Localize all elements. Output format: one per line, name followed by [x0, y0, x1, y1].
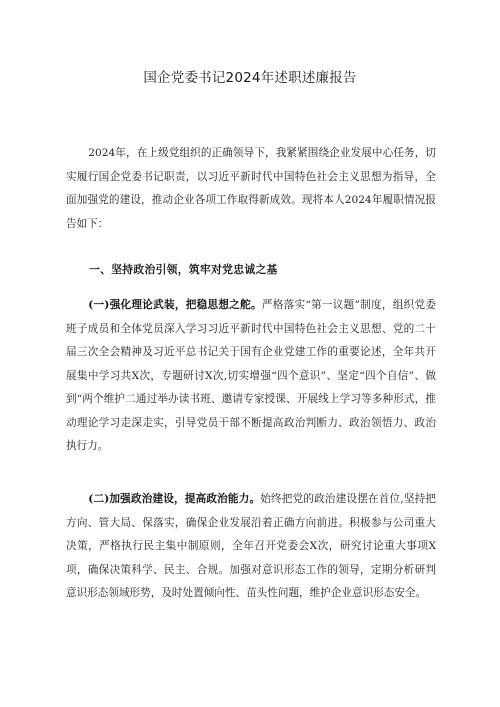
- section-1-heading: 一、坚持政治引领，筑牢对党忠诚之基: [89, 263, 278, 276]
- subsection-2-paragraph: [66, 488, 436, 606]
- subsection-1-lead: (一)强化理论武装，把稳思想之舵。: [88, 299, 262, 311]
- intro-paragraph: 2024年，在上级党组织的正确领导下，我紧紧围绕企业发展中心任务，切实履行国企党委书记职责，以习近平新时代中国特色社会主义思想为指导，全面加强党的建设，推动企业各项工作取得新成效。现将本人2024年履职情况报告如下：: [66, 147, 436, 230]
- subsection-2-lead: (二)加强政治建设，提高政治能力。: [88, 493, 261, 505]
- subsection-1-paragraph: [66, 294, 436, 459]
- subsection-1-body: 严格落实“第一议题”制度，组织党委班子成员和全体党员深入学习习近平新时代中国特色社会主义思想、党的二十届三次全会精神及习近平总书记关于国有企业党建工作的重要论述，全年共开展集中学习共X次，专题研讨X次,切实增强“四个意识”、坚定“四个自信”、做到“两个维护二通过举办读书班、邀请专家授课、开展线上学习等多种形式，推动理论学习走深走实，引导党员干部不断提高政治判断力、政治领悟力、政治执行力。: [66, 299, 436, 452]
- subsection-2-body: 始终把党的政治建设摆在首位,坚持把方向、管大局、保落实，确保企业发展沿着正确方向前进。积极参与公司重大决策，严格执行民主集中制原则，全年召开党委会X次，研究讨论重大事项X项，确保决策科学、民主、合规。加强对意识形态工作的领导，定期分析研判意识形态领域形势，及时处置倾向性、苗头性问题，维护企业意识形态安全。: [66, 493, 436, 599]
- document-title: 国企党委书记2024年述职述廉报告: [143, 70, 357, 86]
